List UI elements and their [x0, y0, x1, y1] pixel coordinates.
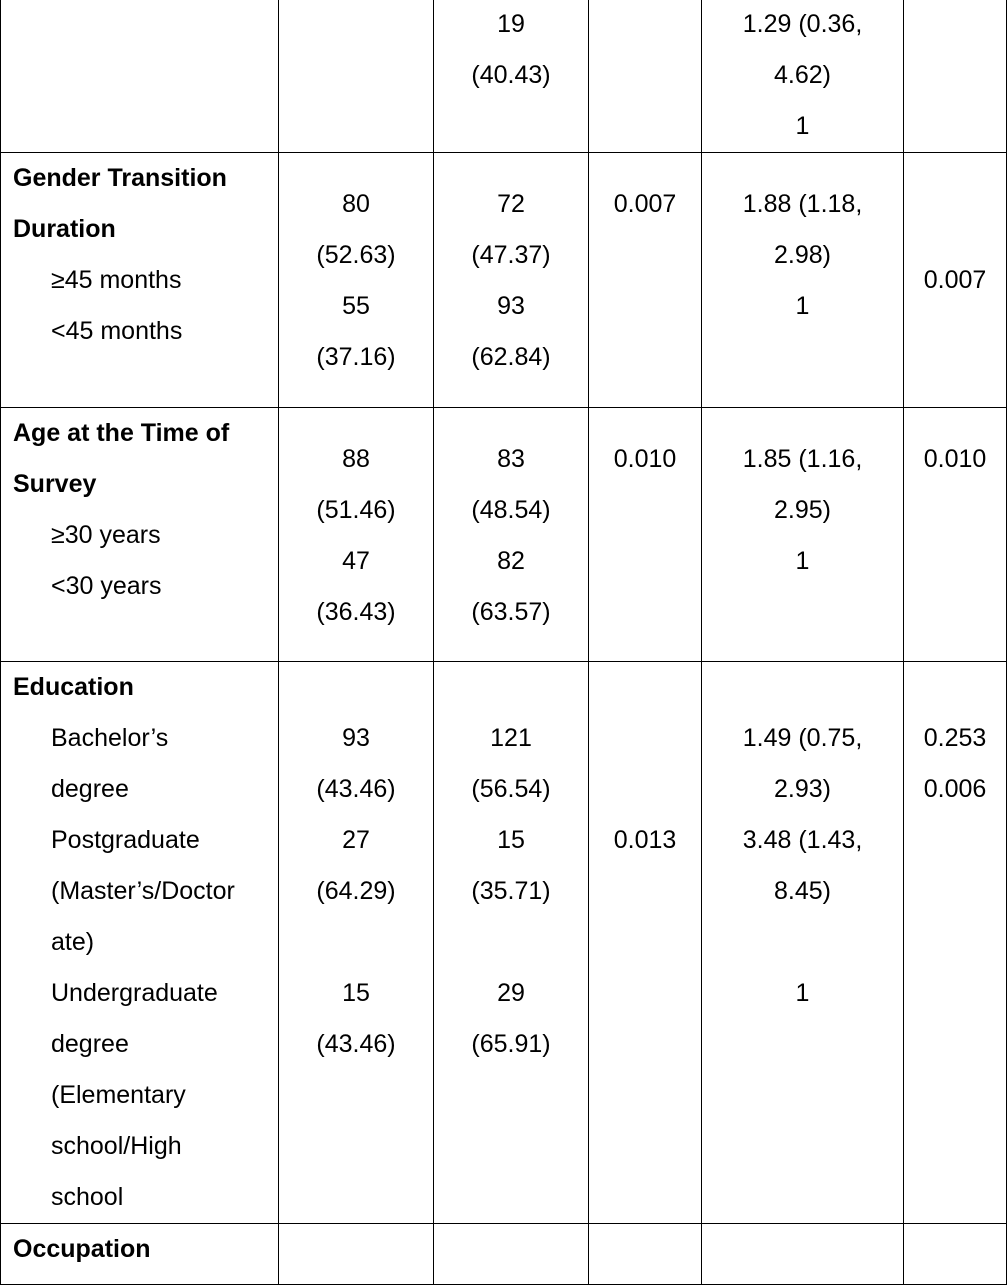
- variable-cell: [1, 153, 279, 408]
- adjusted-p-cell: [904, 0, 1007, 153]
- odds-ratio-cell: 1.29 (0.36, 4.62) 1: [702, 0, 904, 153]
- odds-ratio-cell: 1.88 (1.18, 2.98) 1: [702, 153, 904, 408]
- category-label: <45 months: [51, 317, 183, 345]
- group1-cell: 88 (51.46) 47 (36.43): [279, 408, 434, 662]
- table-row: [1, 1224, 1007, 1285]
- group1-cell: 93 (43.46) 27 (64.29) 15 (43.46): [279, 662, 434, 1224]
- category-label: Bachelor’s: [51, 724, 169, 752]
- table-row: [1, 153, 1007, 408]
- p-value-cell: [589, 1224, 702, 1285]
- table-row: [1, 0, 1007, 153]
- adjusted-p-cell: [904, 1224, 1007, 1285]
- odds-ratio-cell: 1.49 (0.75, 2.93) 3.48 (1.43, 8.45) 1: [702, 662, 904, 1224]
- table-row: [1, 662, 1007, 1224]
- adjusted-p-cell: 0.253 0.006: [904, 662, 1007, 1224]
- category-label: school/High: [51, 1132, 182, 1160]
- category-label: degree: [51, 1030, 129, 1058]
- category-label: degree: [51, 775, 129, 803]
- group2-cell: 121 (56.54) 15 (35.71) 29 (65.91): [434, 662, 589, 1224]
- category-label: school: [51, 1183, 124, 1211]
- category-label: ≥45 months: [51, 266, 182, 294]
- variable-heading: Duration: [13, 215, 116, 243]
- variable-heading: Gender Transition: [13, 164, 227, 192]
- variable-cell: [1, 662, 279, 1224]
- variable-heading: Age at the Time of: [13, 419, 230, 447]
- group2-cell: 19 (40.43): [434, 0, 589, 153]
- p-value-cell: [589, 0, 702, 153]
- adjusted-p-cell: 0.010: [904, 408, 1007, 662]
- group1-cell: [279, 1224, 434, 1285]
- category-label: ate): [51, 928, 95, 956]
- group2-cell: 72 (47.37) 93 (62.84): [434, 153, 589, 408]
- variable-cell: [1, 0, 279, 153]
- group1-cell: 80 (52.63) 55 (37.16): [279, 153, 434, 408]
- variable-cell: [1, 408, 279, 662]
- odds-ratio-cell: 1.85 (1.16, 2.95) 1: [702, 408, 904, 662]
- category-label: (Master’s/Doctor: [51, 877, 235, 905]
- p-value-cell: 0.013: [589, 662, 702, 1224]
- variable-heading: Occupation: [13, 1235, 151, 1263]
- category-label: ≥30 years: [51, 521, 161, 549]
- odds-ratio-cell: [702, 1224, 904, 1285]
- category-label: (Elementary: [51, 1081, 186, 1109]
- adjusted-p-cell: 0.007: [904, 153, 1007, 408]
- group2-cell: [434, 1224, 589, 1285]
- p-value-cell: 0.007: [589, 153, 702, 408]
- table-row: [1, 408, 1007, 662]
- variable-heading: Education: [13, 673, 134, 701]
- group1-cell: [279, 0, 434, 153]
- category-label: Undergraduate: [51, 979, 218, 1007]
- variable-cell: [1, 1224, 279, 1285]
- variable-heading: Survey: [13, 470, 97, 498]
- category-label: Postgraduate: [51, 826, 200, 854]
- p-value-cell: 0.010: [589, 408, 702, 662]
- group2-cell: 83 (48.54) 82 (63.57): [434, 408, 589, 662]
- category-label: <30 years: [51, 572, 162, 600]
